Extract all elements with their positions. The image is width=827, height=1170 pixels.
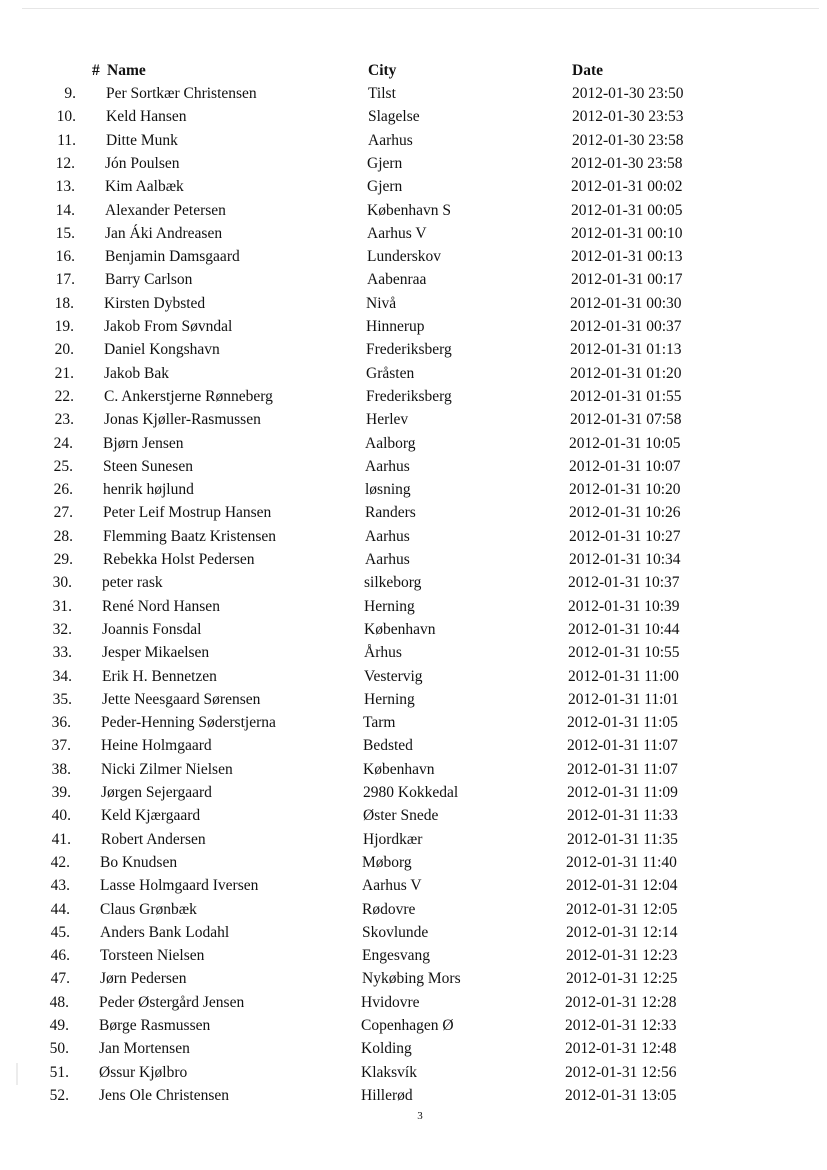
row-name: Jan Mortensen (99, 1040, 190, 1058)
row-city: København (364, 620, 436, 638)
row-city: Randers (365, 504, 416, 522)
row-date: 2012-01-30 23:53 (572, 108, 684, 126)
row-date: 2012-01-31 10:20 (569, 481, 681, 499)
row-city: Hillerød (361, 1086, 413, 1104)
row-date: 2012-01-31 12:04 (566, 877, 678, 895)
table-row (0, 549, 827, 571)
row-name: Alexander Petersen (105, 201, 226, 219)
row-name: Barry Carlson (105, 271, 193, 289)
row-date: 2012-01-31 00:17 (571, 271, 683, 289)
table-row (0, 526, 827, 548)
row-number: 12. (55, 154, 75, 172)
table-row (0, 83, 827, 105)
row-name: Lasse Holmgaard Iversen (100, 877, 259, 895)
row-city: Engesvang (362, 947, 431, 965)
row-city: Herning (364, 690, 415, 708)
table-row (0, 712, 827, 734)
row-name: Jonas Kjøller-Rasmussen (104, 411, 261, 429)
table-row (0, 339, 827, 361)
row-name: Peder-Henning Søderstjerna (101, 714, 276, 732)
row-date: 2012-01-31 11:00 (568, 667, 679, 685)
row-city: Vestervig (364, 667, 423, 685)
row-date: 2012-01-31 07:58 (570, 411, 682, 429)
table-row (0, 642, 827, 664)
row-name: Keld Kjærgaard (101, 807, 201, 825)
row-city: Hinnerup (366, 318, 425, 335)
row-date: 2012-01-31 11:33 (567, 807, 678, 825)
row-city: løsning (365, 481, 411, 499)
row-number: 23. (54, 411, 74, 429)
row-name: René Nord Hansen (102, 597, 220, 615)
row-number: 36. (51, 714, 71, 732)
row-city: Kolding (361, 1040, 412, 1058)
row-number: 31. (52, 597, 72, 615)
header-city: City (368, 62, 397, 79)
table-row (0, 1038, 827, 1060)
row-number: 32. (52, 620, 72, 638)
row-name: Jens Ole Christensen (99, 1086, 230, 1104)
table-row (0, 992, 827, 1014)
table-row (0, 456, 827, 478)
row-name: Keld Hansen (106, 108, 187, 126)
row-number: 9. (64, 85, 76, 102)
top-rule (22, 8, 819, 9)
row-date: 2012-01-31 11:07 (567, 760, 678, 778)
row-city: Aarhus (365, 527, 410, 545)
row-date: 2012-01-31 00:05 (571, 201, 683, 219)
row-date: 2012-01-31 12:25 (566, 970, 678, 988)
row-city: Klaksvík (361, 1063, 417, 1081)
row-date: 2012-01-31 12:05 (566, 900, 678, 918)
row-city: Hvidovre (361, 993, 420, 1011)
row-city: 2980 Kokkedal (363, 784, 459, 801)
row-name: Kim Aalbæk (105, 178, 184, 196)
row-city: Gråsten (366, 364, 415, 382)
row-date: 2012-01-31 12:33 (565, 1017, 677, 1034)
row-number: 34. (52, 667, 72, 685)
row-number: 45. (50, 923, 70, 941)
row-date: 2012-01-31 12:14 (566, 923, 678, 941)
row-name: Claus Grønbæk (100, 900, 197, 918)
table-row (0, 176, 827, 198)
row-name: Jørgen Sejergaard (101, 784, 212, 801)
row-name: Anders Bank Lodahl (100, 923, 230, 941)
row-date: 2012-01-31 00:13 (571, 248, 683, 266)
row-city: Herlev (366, 411, 409, 429)
row-date: 2012-01-31 12:56 (565, 1063, 677, 1081)
row-name: Per Sortkær Christensen (106, 85, 257, 102)
row-date: 2012-01-31 13:05 (565, 1086, 677, 1104)
table-row (0, 293, 827, 315)
row-name: Jakob Bak (104, 364, 170, 382)
row-name: Børge Rasmussen (99, 1017, 211, 1034)
table-row (0, 200, 827, 222)
row-number: 35. (52, 690, 72, 708)
row-date: 2012-01-31 00:10 (571, 224, 683, 242)
row-name: Erik H. Bennetzen (102, 667, 217, 685)
row-name: Daniel Kongshavn (104, 341, 220, 359)
row-number: 30. (52, 574, 72, 592)
row-number: 40. (51, 807, 71, 825)
row-date: 2012-01-30 23:50 (572, 85, 684, 102)
row-number: 19. (54, 318, 74, 335)
table-row (0, 875, 827, 897)
row-city: København (363, 760, 435, 778)
row-date: 2012-01-31 11:40 (566, 853, 677, 871)
row-name: Jakob From Søvndal (104, 318, 233, 335)
header-number: # (92, 62, 100, 79)
row-city: Århus (364, 644, 402, 662)
row-city: Herning (364, 597, 415, 615)
row-number: 48. (49, 993, 69, 1011)
table-row (0, 130, 827, 152)
table-row (0, 502, 827, 524)
row-number: 39. (51, 784, 71, 801)
row-date: 2012-01-31 10:05 (569, 434, 681, 452)
row-name: Torsteen Nielsen (100, 947, 205, 965)
row-name: henrik højlund (103, 481, 194, 499)
table-row (0, 899, 827, 921)
row-name: Peter Leif Mostrup Hansen (103, 504, 272, 522)
row-number: 42. (50, 853, 70, 871)
row-city: Rødovre (362, 900, 416, 918)
row-name: Ditte Munk (106, 131, 178, 149)
row-date: 2012-01-31 12:48 (565, 1040, 677, 1058)
row-number: 18. (54, 294, 74, 312)
row-date: 2012-01-31 11:09 (567, 784, 678, 801)
row-date: 2012-01-31 12:28 (565, 993, 677, 1011)
row-date: 2012-01-30 23:58 (571, 154, 683, 172)
row-number: 21. (54, 364, 74, 382)
row-number: 38. (51, 760, 71, 778)
table-row (0, 572, 827, 594)
row-date: 2012-01-31 12:23 (566, 947, 678, 965)
row-name: peter rask (102, 574, 163, 592)
row-city: Møborg (362, 853, 412, 871)
row-name: C. Ankerstjerne Rønneberg (104, 387, 273, 405)
row-number: 11. (57, 131, 76, 149)
row-number: 16. (55, 248, 75, 266)
row-number: 37. (51, 737, 71, 755)
row-name: Robert Andersen (101, 830, 206, 848)
row-city: Copenhagen Ø (361, 1017, 454, 1034)
row-date: 2012-01-30 23:58 (572, 131, 684, 149)
table-row (0, 1062, 827, 1084)
row-city: Tarm (363, 714, 396, 732)
table-row (0, 1085, 827, 1107)
row-city: Aarhus (368, 131, 413, 149)
row-number: 50. (49, 1040, 69, 1058)
row-city: Aarhus V (362, 877, 422, 895)
row-number: 49. (49, 1017, 69, 1034)
table-row (0, 782, 827, 804)
row-city: Hjordkær (363, 830, 423, 848)
table-row (0, 269, 827, 291)
table-row (0, 386, 827, 408)
row-number: 26. (53, 481, 73, 499)
table-row (0, 689, 827, 711)
row-name: Bo Knudsen (100, 853, 178, 871)
row-name: Flemming Baatz Kristensen (103, 527, 277, 545)
row-name: Steen Sunesen (103, 457, 193, 475)
table-row (0, 596, 827, 618)
row-date: 2012-01-31 10:39 (568, 597, 680, 615)
row-date: 2012-01-31 10:37 (568, 574, 680, 592)
row-city: Tilst (368, 85, 396, 102)
row-date: 2012-01-31 01:55 (570, 387, 682, 405)
row-date: 2012-01-31 10:26 (569, 504, 681, 522)
row-number: 17. (55, 271, 75, 289)
table-row (0, 829, 827, 851)
row-city: silkeborg (364, 574, 422, 592)
table-row (0, 945, 827, 967)
row-number: 20. (54, 341, 74, 359)
table-row (0, 922, 827, 944)
row-name: Jørn Pedersen (100, 970, 187, 988)
row-number: 27. (53, 504, 73, 522)
row-number: 43. (50, 877, 70, 895)
row-date: 2012-01-31 00:30 (570, 294, 682, 312)
row-number: 10. (56, 108, 76, 126)
row-city: Aabenraa (367, 271, 427, 289)
row-city: Aalborg (365, 434, 416, 452)
row-number: 51. (49, 1063, 69, 1081)
row-date: 2012-01-31 11:07 (567, 737, 678, 755)
row-name: Benjamin Damsgaard (105, 248, 240, 266)
row-city: Gjern (367, 154, 403, 172)
table-row (0, 409, 827, 431)
row-date: 2012-01-31 10:07 (569, 457, 681, 475)
row-number: 13. (55, 178, 75, 196)
row-number: 46. (50, 947, 70, 965)
row-date: 2012-01-31 11:01 (568, 690, 679, 708)
row-number: 25. (53, 457, 73, 475)
row-date: 2012-01-31 00:37 (570, 318, 682, 335)
table-row (0, 759, 827, 781)
table-row (0, 735, 827, 757)
row-date: 2012-01-31 10:34 (569, 551, 681, 568)
page-number: 3 (417, 1110, 423, 1122)
table-row (0, 153, 827, 175)
row-date: 2012-01-31 10:55 (568, 644, 680, 662)
row-city: Frederiksberg (366, 387, 452, 405)
row-number: 29. (53, 551, 73, 568)
row-number: 44. (50, 900, 70, 918)
table-row (0, 246, 827, 268)
row-name: Jette Neesgaard Sørensen (102, 690, 261, 708)
table-header (0, 60, 827, 82)
row-name: Jón Poulsen (105, 154, 180, 172)
table-row (0, 619, 827, 641)
row-city: Aarhus (365, 551, 410, 568)
row-city: Slagelse (368, 108, 420, 126)
row-date: 2012-01-31 11:35 (567, 830, 678, 848)
row-number: 41. (51, 830, 71, 848)
row-city: Aarhus V (367, 224, 427, 242)
row-number: 15. (55, 224, 75, 242)
row-city: Nivå (366, 294, 397, 312)
row-date: 2012-01-31 01:20 (570, 364, 682, 382)
header-name: Name (107, 62, 146, 79)
row-number: 52. (49, 1086, 69, 1104)
table-row (0, 666, 827, 688)
row-date: 2012-01-31 01:13 (570, 341, 682, 359)
row-number: 14. (55, 201, 75, 219)
row-name: Bjørn Jensen (103, 434, 184, 452)
row-city: Lunderskov (367, 248, 442, 266)
table-row (0, 968, 827, 990)
row-name: Peder Østergård Jensen (99, 993, 245, 1011)
row-number: 22. (54, 387, 74, 405)
row-number: 24. (53, 434, 73, 452)
row-name: Jesper Mikaelsen (102, 644, 210, 662)
row-number: 28. (53, 527, 73, 545)
row-number: 33. (52, 644, 72, 662)
row-city: Skovlunde (362, 923, 429, 941)
table-row (0, 479, 827, 501)
row-date: 2012-01-31 10:27 (569, 527, 681, 545)
row-name: Øssur Kjølbro (99, 1063, 188, 1081)
row-date: 2012-01-31 10:44 (568, 620, 680, 638)
row-city: København S (367, 201, 451, 219)
table-row (0, 106, 827, 128)
row-city: Nykøbing Mors (362, 970, 461, 988)
row-city: Frederiksberg (366, 341, 452, 359)
row-number: 47. (50, 970, 70, 988)
row-name: Kirsten Dybsted (104, 294, 206, 312)
row-name: Heine Holmgaard (101, 737, 212, 755)
table-row (0, 852, 827, 874)
row-date: 2012-01-31 00:02 (571, 178, 683, 196)
table-row (0, 1015, 827, 1037)
table-row (0, 316, 827, 338)
row-date: 2012-01-31 11:05 (567, 714, 678, 732)
row-name: Jan Áki Andreasen (105, 224, 223, 242)
row-name: Rebekka Holst Pedersen (103, 551, 255, 568)
header-date: Date (572, 62, 603, 79)
table-row (0, 805, 827, 827)
table-row (0, 223, 827, 245)
row-name: Joannis Fonsdal (102, 620, 202, 638)
row-city: Øster Snede (363, 807, 439, 825)
row-city: Aarhus (365, 457, 410, 475)
table-row (0, 433, 827, 455)
row-city: Gjern (367, 178, 403, 196)
row-name: Nicki Zilmer Nielsen (101, 760, 233, 778)
table-row (0, 363, 827, 385)
row-city: Bedsted (363, 737, 413, 755)
